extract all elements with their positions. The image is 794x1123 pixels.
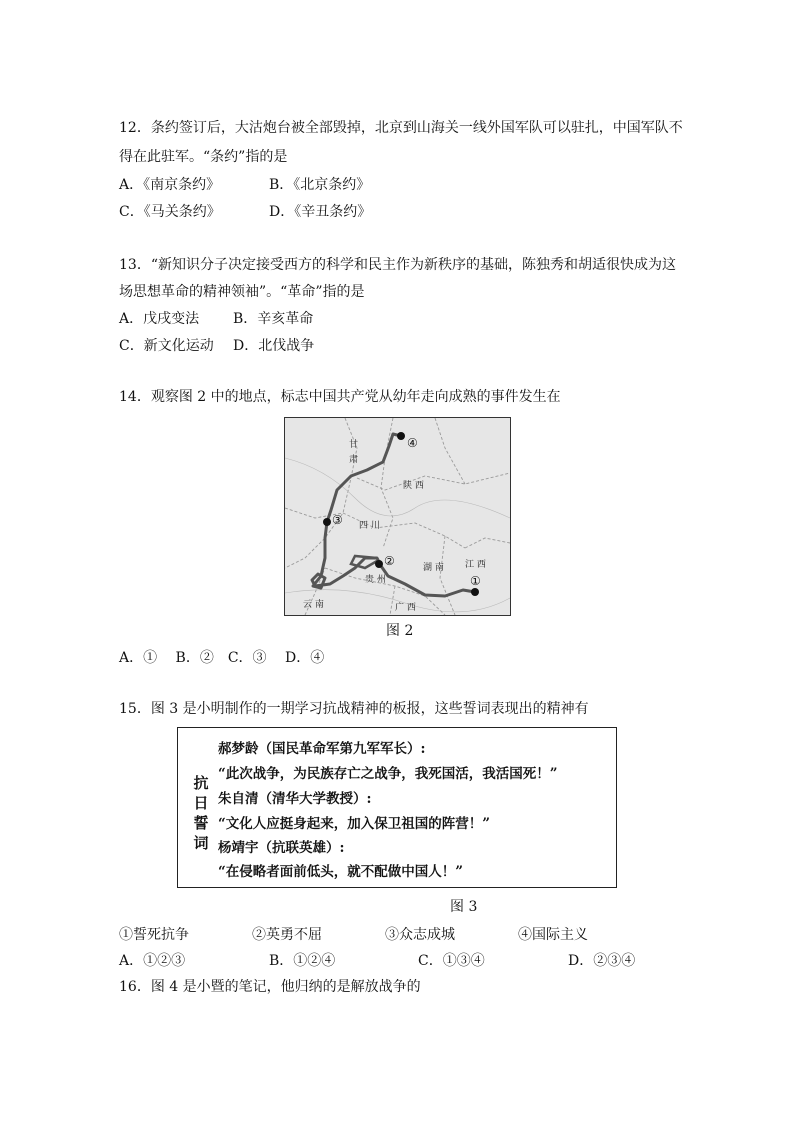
map-label-jiangxi: 江 西 bbox=[465, 560, 486, 570]
board-line-4: “文化人应挺身起来，加入保卫祖国的阵营！” bbox=[218, 816, 491, 832]
q15-item-3: ③众志成城 bbox=[385, 927, 455, 943]
board-line-3: 朱自清（清华大学教授）: bbox=[218, 791, 372, 807]
figure-3-caption: 图 3 bbox=[450, 899, 478, 915]
board-side-char: 抗 bbox=[193, 774, 209, 792]
map-label-gansu-1: 甘 bbox=[349, 440, 359, 450]
q15-option-a: A．①②③ bbox=[119, 953, 186, 969]
figure-2-caption: 图 2 bbox=[386, 623, 414, 639]
board-side-char: 词 bbox=[193, 834, 209, 852]
q15-option-d: D．②③④ bbox=[568, 953, 636, 969]
q16-stem: 16．图 4 是小暨的笔记，他归纳的是解放战争的 bbox=[119, 979, 421, 995]
map-marker-1: ① bbox=[470, 574, 481, 588]
board-line-5: 杨靖宇（抗联英雄）: bbox=[218, 840, 345, 856]
q13-option-c: C．新文化运动 bbox=[119, 338, 214, 354]
q13-stem-line2: 场思想革命的精神领袖”。“革命”指的是 bbox=[119, 284, 365, 300]
q14-stem: 14．观察图 2 中的地点，标志中国共产党从幼年走向成熟的事件发生在 bbox=[119, 389, 561, 405]
q15-option-b: B．①②④ bbox=[269, 953, 336, 969]
q12-option-b: B．《北京条约》 bbox=[269, 177, 371, 193]
q12-option-c: C．《马关条约》 bbox=[119, 204, 221, 220]
map-label-sichuan: 四 川 bbox=[359, 521, 380, 531]
board-line-6: “在侵略者面前低头，就不配做中国人！” bbox=[218, 864, 464, 880]
map-marker-2: ② bbox=[384, 554, 395, 568]
board-side-char: 日 bbox=[193, 794, 209, 812]
q15-option-c: C．①③④ bbox=[418, 953, 485, 969]
long-march-map bbox=[284, 417, 511, 616]
q12-option-a: A．《南京条约》 bbox=[119, 177, 221, 193]
q12-stem-line2: 得在此驻军。“条约”指的是 bbox=[119, 149, 288, 165]
q13-option-b: B．辛亥革命 bbox=[233, 311, 314, 327]
board-side-title bbox=[193, 773, 209, 853]
q15-item-2: ②英勇不屈 bbox=[252, 927, 322, 943]
board-line-1: 郝梦龄（国民革命军第九军军长）: bbox=[218, 741, 426, 757]
anti-japanese-oath-board bbox=[177, 727, 617, 888]
map-label-guizhou: 贵 州 bbox=[365, 575, 386, 585]
q15-stem: 15．图 3 是小明制作的一期学习抗战精神的板报，这些誓词表现出的精神有 bbox=[119, 701, 589, 717]
q13-option-a: A．戊戌变法 bbox=[119, 311, 200, 327]
q14-options: A．① B．② C．③ D．④ bbox=[119, 650, 325, 666]
map-label-guangxi: 广 西 bbox=[395, 603, 416, 613]
q12-stem-line1: 12．条约签订后，大沽炮台被全部毁掉，北京到山海关一线外国军队可以驻扎，中国军队不 bbox=[119, 120, 683, 136]
map-marker-4: ④ bbox=[407, 436, 418, 450]
map-marker-3: ③ bbox=[332, 513, 343, 527]
map-marker-dot-2 bbox=[375, 560, 383, 568]
q12-option-d: D．《辛丑条约》 bbox=[269, 204, 372, 220]
map-marker-dot-1 bbox=[471, 588, 479, 596]
map-marker-dot-3 bbox=[323, 518, 331, 526]
board-line-2: “此次战争，为民族存亡之战争，我死国活，我活国死！” bbox=[218, 766, 558, 782]
q15-item-4: ④国际主义 bbox=[518, 927, 588, 943]
map-marker-dot-4 bbox=[397, 432, 405, 440]
map-label-gansu-2: 肃 bbox=[349, 455, 359, 465]
map-label-hunan: 湖 南 bbox=[423, 563, 444, 573]
board-side-char: 誓 bbox=[193, 814, 209, 832]
q13-option-d: D．北伐战争 bbox=[233, 338, 315, 354]
map-label-yunnan: 云 南 bbox=[303, 600, 324, 610]
q13-stem-line1: 13．“新知识分子决定接受西方的科学和民主作为新秩序的基础，陈独秀和胡适很快成为这 bbox=[119, 257, 676, 273]
map-label-shaanxi: 陕 西 bbox=[403, 481, 424, 491]
q15-item-1: ①誓死抗争 bbox=[119, 927, 189, 943]
